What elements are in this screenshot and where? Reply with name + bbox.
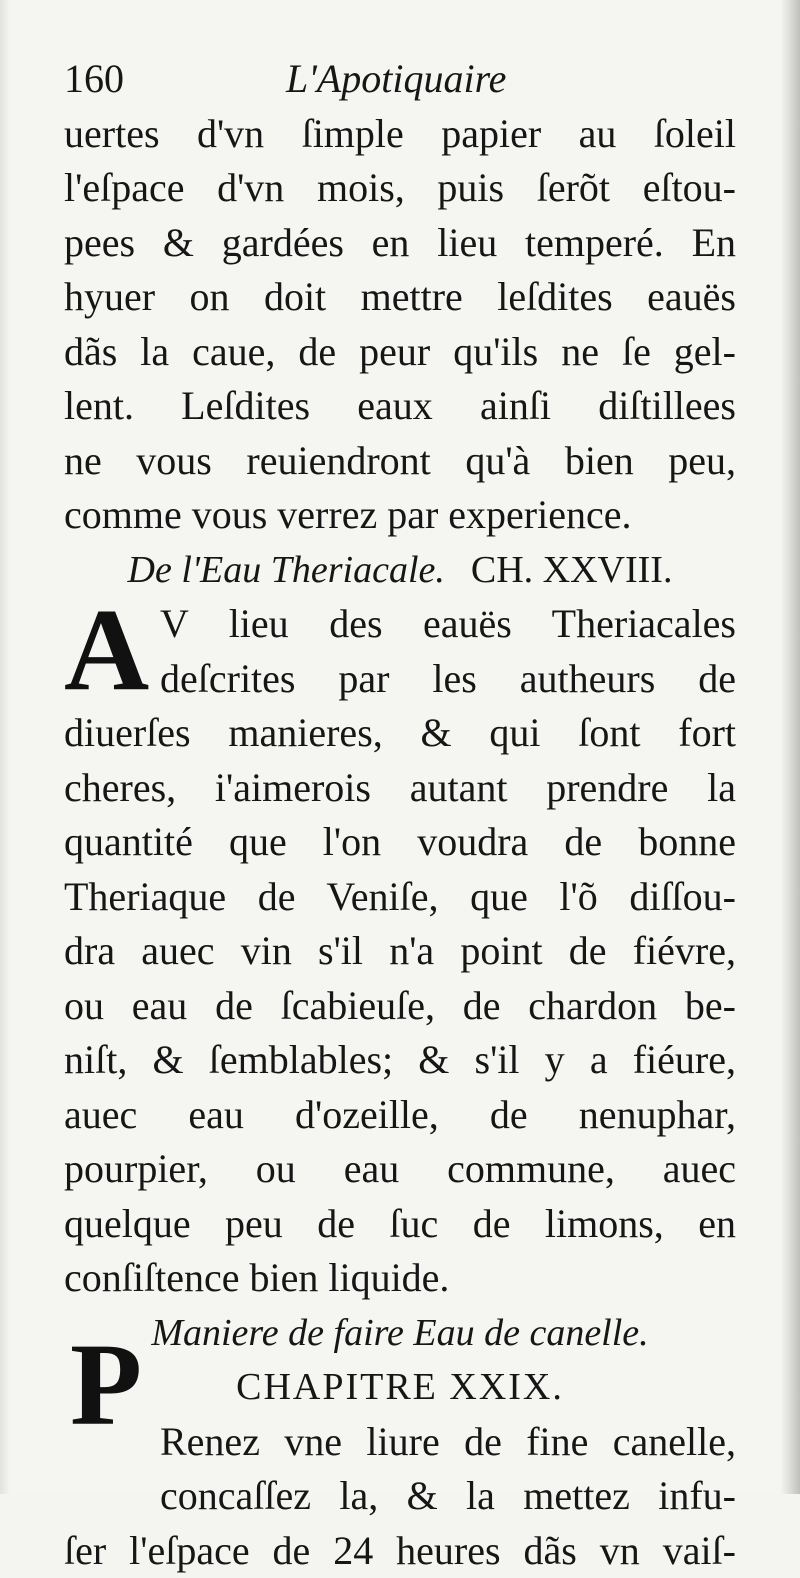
text-line: pees & gardées en lieu temperé. En [64, 216, 736, 271]
text-line: auec eau d'ozeille, de nenuphar, [64, 1088, 736, 1143]
chapter-28-title: De l'Eau Theriacale. [128, 549, 445, 591]
text-line: quantité que l'on voudra de bonne [64, 815, 736, 870]
text-line: quelque peu de ſuc de limons, en [64, 1197, 736, 1252]
drop-cap-a: A [64, 600, 149, 700]
page-left-edge-shadow [0, 0, 10, 1494]
text-line: concaſſez la, & la mettez infu- [64, 1469, 736, 1524]
page-number: 160 [64, 52, 124, 107]
chapter-29-title: Maniere de faire Eau de canelle. [64, 1306, 736, 1361]
text-line: Theriaque de Veniſe, que l'õ diſſou- [64, 870, 736, 925]
text-line: dãs la caue, de peur qu'ils ne ſe gel- [64, 325, 736, 380]
drop-cap-p: P [70, 1335, 142, 1435]
text-line: ne vous reuiendront qu'à bien peu, [64, 434, 736, 489]
text-line: dra auec vin s'il n'a point de fiévre, [64, 924, 736, 979]
chapter-28-body [64, 597, 736, 1306]
text-line: lent. Leſdites eaux ainſi diſtillees [64, 379, 736, 434]
running-title: L'Apotiquaire [286, 52, 506, 107]
text-line: ou eau de ſcabieuſe, de chardon be- [64, 979, 736, 1034]
text-line: conſiſtence bien liquide. [64, 1251, 736, 1306]
text-line: ſer l'eſpace de 24 heures dãs vn vaiſ- [64, 1524, 736, 1578]
page-right-edge-shadow [780, 0, 800, 1494]
text-line: hyuer on doit mettre leſdites eauës [64, 270, 736, 325]
text-line: Renez vne liure de fine canelle, [64, 1415, 736, 1470]
chapter-28-label: CH. XXVIII. [471, 549, 673, 591]
text-line: cheres, i'aimerois autant prendre la [64, 761, 736, 816]
text-line: V lieu des eauës Theriacales [64, 597, 736, 652]
chapter-29-label: CHAPITRE XXIX. [64, 1360, 736, 1415]
running-head [64, 52, 736, 107]
text-line: pourpier, ou eau commune, auec [64, 1142, 736, 1197]
text-line: niſt, & ſemblables; & s'il y a fiéure, [64, 1033, 736, 1088]
text-line: uertes d'vn ſimple papier au ſoleil [64, 107, 736, 162]
page-text [64, 52, 736, 1578]
text-line: comme vous verrez par experience. [64, 488, 736, 543]
text-line: deſcrites par les autheurs de [64, 652, 736, 707]
chapter-28-heading [64, 543, 736, 598]
chapter-29-body [64, 1415, 736, 1578]
text-line: diuerſes manieres, & qui ſont fort [64, 706, 736, 761]
text-line: l'eſpace d'vn mois, puis ſerõt eſtou- [64, 161, 736, 216]
section-continuation [64, 107, 736, 543]
